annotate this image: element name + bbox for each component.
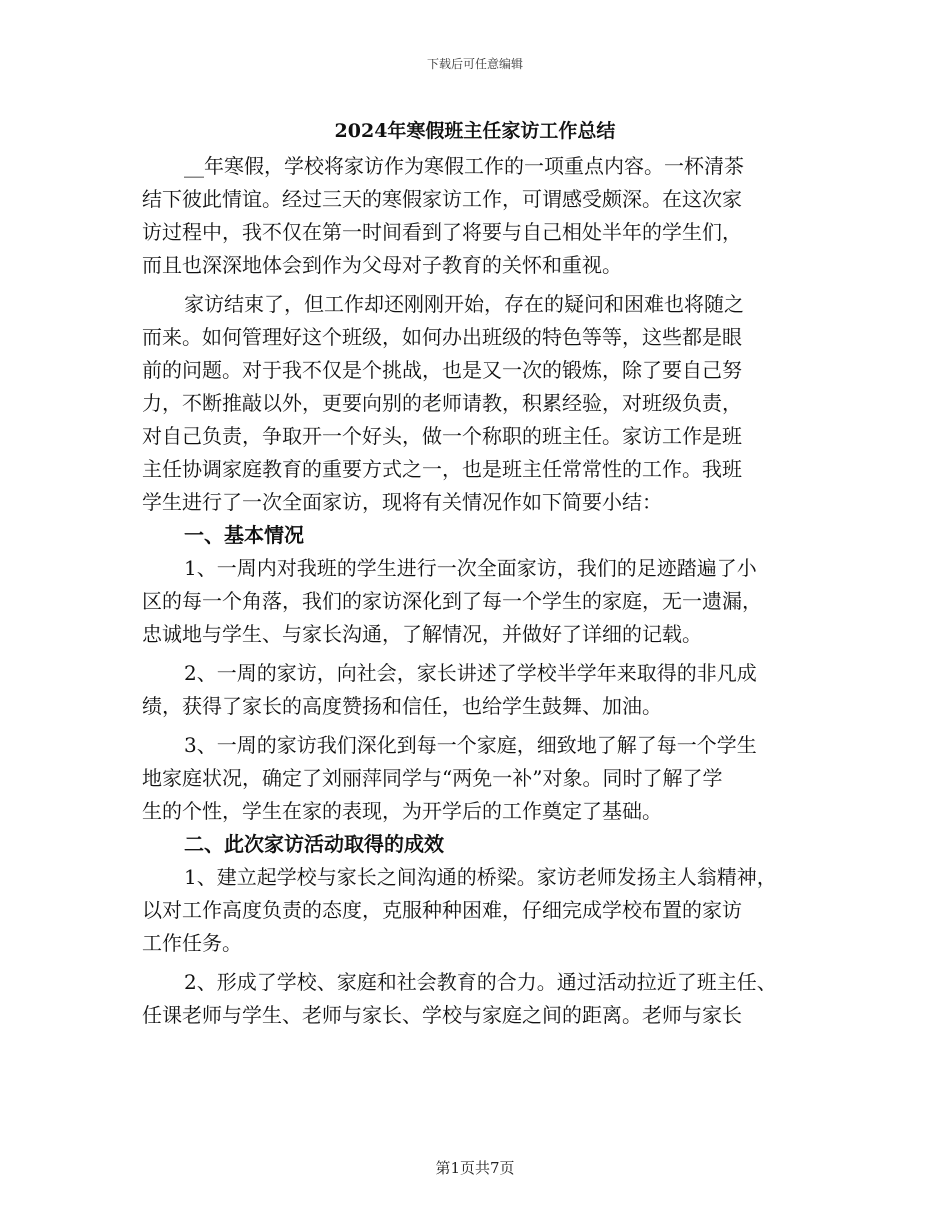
text-line: 地家庭状况，确定了刘丽萍同学与“两免一补”对象。同时了解了学	[142, 766, 723, 790]
text-line: 主任协调家庭教育的重要方式之一，也是班主任常常性的工作。我班	[142, 457, 742, 481]
text-line: 1、一周内对我班的学生进行一次全面家访，我们的足迹踏遍了小	[184, 556, 757, 580]
text-line: 力，不断推敲以外，更要向别的老师请教，积累经验，对班级负责，	[142, 391, 742, 415]
document-body	[142, 150, 826, 1032]
text-line: 生的个性，学生在家的表现，为开学后的工作奠定了基础。	[142, 799, 662, 823]
paragraph	[142, 729, 826, 828]
text-line: 绩，获得了家长的高度赞扬和信任，也给学生鼓舞、加油。	[142, 694, 662, 718]
text-line: 忠诚地与学生、与家长沟通，了解情况，并做好了详细的记载。	[142, 622, 702, 646]
text-line: 学生进行了一次全面家访，现将有关情况作如下简要小结：	[142, 490, 662, 514]
text-line: 结下彼此情谊。经过三天的寒假家访工作，可谓感受颇深。在这次家	[142, 187, 742, 211]
paragraph	[142, 861, 826, 960]
text-line: 家访结束了，但工作却还刚刚开始，存在的疑问和困难也将随之	[184, 292, 744, 316]
text-line: 而且也深深地体会到作为父母对子教育的关怀和重视。	[142, 253, 622, 277]
text-line: 2、形成了学校、家庭和社会教育的合力。通过活动拉近了班主任、	[184, 970, 777, 994]
text-line: 2、一周的家访，向社会，家长讲述了学校半学年来取得的非凡成	[184, 661, 757, 685]
page-header: 下载后可任意编辑	[426, 57, 523, 71]
page-footer: 第1页共7页	[435, 1159, 515, 1177]
text-line: 访过程中，我不仅在第一时间看到了将要与自己相处半年的学生们，	[142, 220, 742, 244]
paragraph	[142, 657, 826, 723]
paragraph	[142, 966, 826, 1032]
paragraph	[142, 552, 826, 651]
text-line: 对自己负责，争取开一个好头，做一个称职的班主任。家访工作是班	[142, 424, 742, 448]
text-line: 1、建立起学校与家长之间沟通的桥梁。家访老师发扬主人翁精神，	[184, 865, 777, 889]
section-heading	[142, 519, 826, 552]
section-heading	[142, 828, 826, 861]
text-line: 3、一周的家访我们深化到每一个家庭，细致地了解了每一个学生	[184, 733, 757, 757]
paragraph	[142, 288, 826, 519]
text-line: 工作任务。	[142, 931, 242, 955]
text-line: __年寒假，学校将家访作为寒假工作的一项重点内容。一杯清茶	[184, 154, 744, 178]
text-line: 而来。如何管理好这个班级，如何办出班级的特色等等，这些都是眼	[142, 325, 742, 349]
text-line: 区的每一个角落，我们的家访深化到了每一个学生的家庭，无一遗漏，	[142, 589, 762, 613]
heading-text: 二、此次家访活动取得的成效	[184, 832, 444, 856]
paragraph	[142, 150, 826, 282]
document-title: 2024年寒假班主任家访工作总结	[334, 120, 616, 142]
text-line: 前的问题。对于我不仅是个挑战，也是又一次的锻炼，除了要自己努	[142, 358, 742, 382]
text-line: 任课老师与学生、老师与家长、学校与家庭之间的距离。老师与家长	[142, 1003, 742, 1027]
heading-text: 一、基本情况	[184, 523, 304, 547]
text-line: 以对工作高度负责的态度，克服种种困难，仔细完成学校布置的家访	[142, 898, 742, 922]
